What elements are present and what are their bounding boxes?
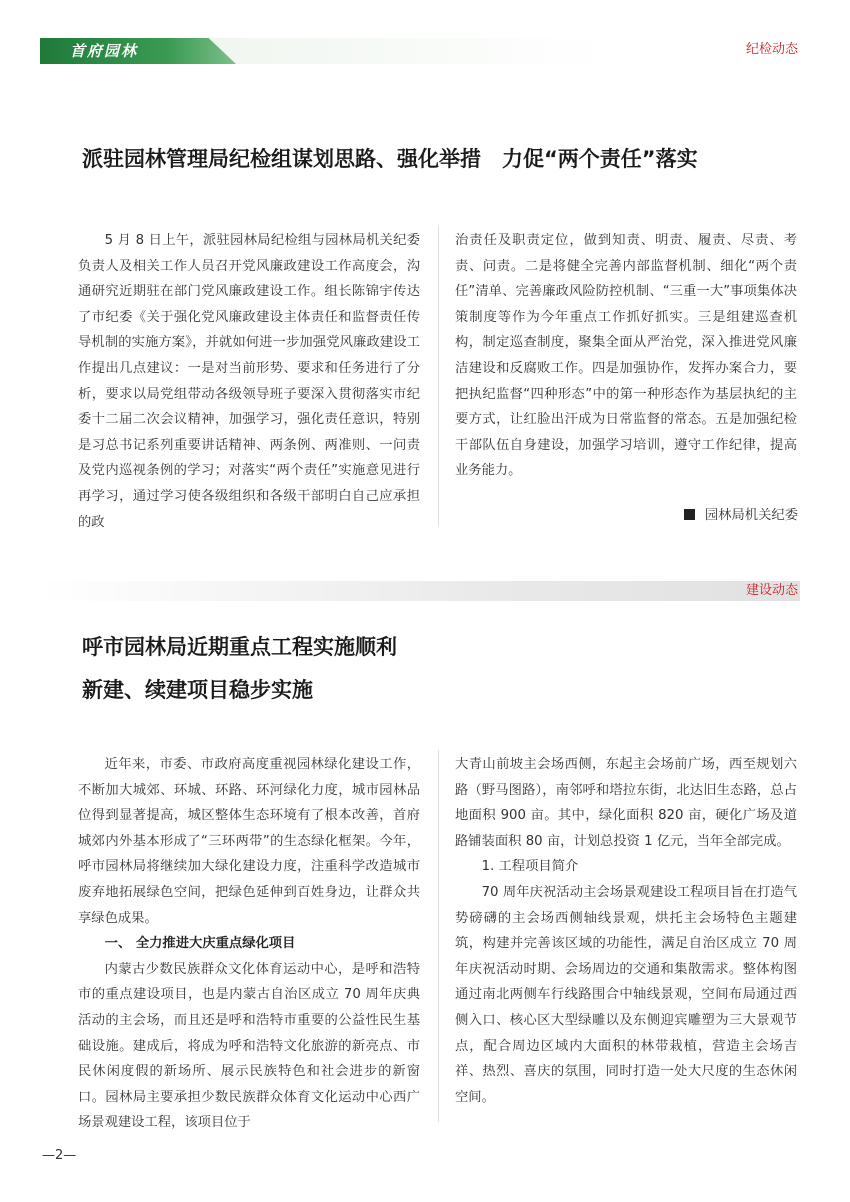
page-number: —2— xyxy=(42,1148,77,1163)
section-tag-discipline: 纪检动态 xyxy=(745,42,798,57)
section-tag-construction: 建设动态 xyxy=(745,583,798,598)
article1-signoff-text: 园林局机关纪委 xyxy=(704,508,798,523)
article2-subhead-2: 1. 工程项目简介 xyxy=(481,859,579,875)
article2-subhead-1: 一、 全力推进大庆重点绿化项目 xyxy=(104,936,296,952)
article2-left-column xyxy=(78,752,420,1136)
column-divider-bottom xyxy=(438,750,439,1122)
article2-project-paragraph: 70 周年庆祝活动主会场景观建设工程项目旨在打造气势磅礴的主会场西侧轴线景观，烘托主会场特色主题建筑，构建并完善该区域的功能性，满足自治区成立 70 周年庆祝活动时期、会场周边的交通和集散需求。整体构图通过南北两侧车行线路围合中轴线景观，空间布局通过西侧入口、核心区大型绿雕以及东侧迎宾雕塑为三大景观节点，配合周边区域内大面积的林带栽植，营造主会场吉祥、热烈、喜庆的氛围，同时打造一处大尺度的生态休闲空间。 xyxy=(455,884,797,1105)
article2-title-line1: 呼市园林局近期重点工程实施顺利 xyxy=(82,635,397,659)
section-rule-bar xyxy=(40,581,800,601)
article2-right-column xyxy=(455,752,797,1110)
article1-title: 派驻园林管理局纪检组谋划思路、强化举措 力促“两个责任”落实 xyxy=(82,147,698,171)
article2-body-paragraph: 内蒙古少数民族群众文化体育运动中心，是呼和浩特市的重点建设项目，也是内蒙古自治区成立 70 周年庆典活动的主会场，而且还是呼和浩特市重要的公益性民生基础设施。建成后，将成为呼和浩特文化旅游的新亮点、市民休闲度假的新场所、展示民族特色和社会进步的新窗口。园林局主要承担少数民族群众体育文化运动中心西广场景观建设工程，该项目位于 xyxy=(78,961,420,1131)
article1-left-column xyxy=(78,228,420,535)
article2-intro-paragraph: 近年来，市委、市政府高度重视园林绿化建设工作，不断加大城郊、环城、环路、环河绿化力度，城市园林品位得到显著提高，城区整体生态环境有了根本改善，首府城郊内外基本形成了“三环两带”的生态绿化框架。今年，呼市园林局将继续加大绿化建设力度，注重科学改造城市废弃地拓展绿色空间，把绿色延伸到百姓身边，让群众共享绿色成果。 xyxy=(78,757,420,926)
column-divider-top xyxy=(438,226,439,526)
article2-title-line2: 新建、续建项目稳步实施 xyxy=(82,678,313,702)
article1-paragraph-1: 5 月 8 日上午，派驻园林局纪检组与园林局机关纪委负责人及相关工作人员召开党风廉政建设工作高度会，沟通研究近期驻在部门党风廉政建设工作。组长陈锦宇传达了市纪委《关于强化党风廉政建设主体责任和监督责任传导机制的实施方案》，并就如何进一步加强党风廉政建设工作提出几点建议：一是对当前形势、要求和任务进行了分析，要求以局党组带动各级领导班子要深入贯彻落实市纪委十二届二次会议精神，加强学习，强化责任意识，特别是习总书记系列重要讲话精神、两条例、两准则、一问责及党内巡视条例的学习；对落实“两个责任”实施意见进行再学习，通过学习使各级组织和各级干部明白自己应承担的政 xyxy=(78,233,420,530)
article1-signoff xyxy=(684,504,798,523)
article2-continued-paragraph: 大青山前坡主会场西侧，东起主会场前广场，西至规划六路（野马图路），南邻呼和塔拉东街，北达旧生态路，总占地面积 900 亩。其中，绿化面积 820 亩，硬化广场及道路铺装面积 80 亩，计划总投资 1 亿元，当年全部完成。 xyxy=(455,757,797,849)
article1-right-column xyxy=(455,228,797,484)
square-bullet-icon xyxy=(684,509,695,520)
article1-paragraph-2: 治责任及职责定位，做到知责、明责、履责、尽责、考责、问责。二是将健全完善内部监督机制、细化“两个责任”清单、完善廉政风险防控机制、“三重一大”事项集体决策制度等作为今年重点工作抓好抓实。三是组建巡查机构，制定巡查制度，聚集全面从严治党，深入推进党风廉洁建设和反腐败工作。四是加强协作，发挥办案合力，要把执纪监督“四种形态”中的第一种形态作为基层执纪的主要方式，让红脸出汗成为日常监督的常态。五是加强纪检干部队伍自身建设，加强学习培训，遵守工作纪律，提高业务能力。 xyxy=(455,233,797,479)
masthead-logo-text: 首府园林 xyxy=(70,42,139,60)
